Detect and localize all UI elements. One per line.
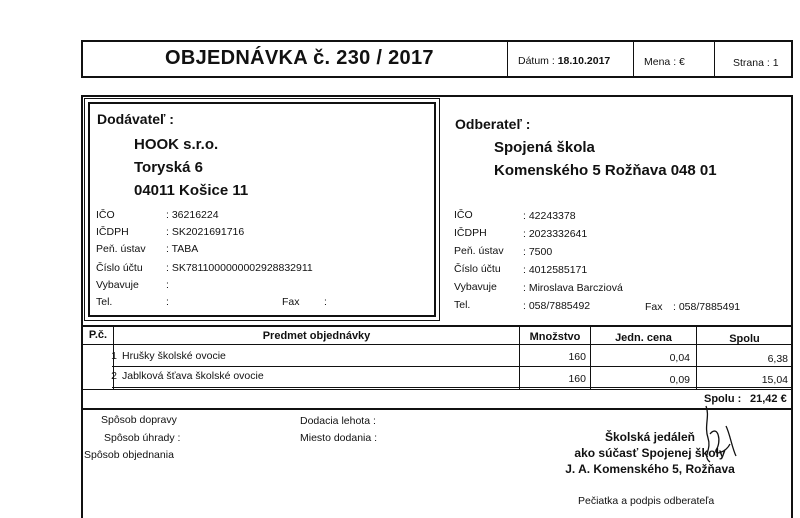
stamp-caption: Pečiatka a podpis odberateľa <box>578 495 715 507</box>
customer-field-value: : 2023332641 <box>523 228 588 240</box>
transport-label: Spôsob dopravy <box>101 414 177 426</box>
stamp-line: ako súčasť Spojenej školy <box>574 446 726 460</box>
customer-field-label: Peň. ústav <box>454 245 504 257</box>
customer-fax-label: Fax <box>645 301 663 313</box>
supplier-field-value: : SK7811000000002928832911 <box>166 262 313 274</box>
page-value: 1 <box>772 57 779 69</box>
customer-field-label: IČO <box>454 209 473 221</box>
table-row-rule <box>112 387 792 388</box>
supplier-name: HOOK s.r.o. <box>134 136 219 153</box>
sum-label: Spolu : <box>704 393 742 405</box>
supplier-field-value: : 36216224 <box>166 209 219 221</box>
customer-field-label: Číslo účtu <box>454 263 501 275</box>
column-header-unit-price: Jedn. cena <box>615 332 672 344</box>
page-label: Strana <box>733 57 764 69</box>
row-item: Hrušky školské ovocie <box>122 350 226 362</box>
page-title: OBJEDNÁVKA č. 230 / 2017 <box>165 47 434 69</box>
supplier-field-label: IČDPH <box>96 226 129 238</box>
customer-field-value: : 7500 <box>523 246 553 258</box>
table-bottom-rule <box>82 389 792 390</box>
supplier-heading: Dodávateľ : <box>97 111 174 127</box>
sum-value: 21,42 € <box>750 393 787 405</box>
payment-label: Spôsob úhrady : <box>104 432 181 444</box>
column-header-qty: Množstvo <box>529 331 581 343</box>
customer-field-label: IČDPH <box>454 227 487 239</box>
customer-field-value: : 058/7885492 <box>523 300 591 312</box>
supplier-field-value: : SK2021691716 <box>166 226 245 238</box>
supplier-field-label: IČO <box>96 209 115 221</box>
row-no: 2 <box>111 370 117 382</box>
row-total: 6,38 <box>767 353 788 365</box>
supplier-street: Toryská 6 <box>134 159 203 176</box>
stamp-line: Školská jedáleň <box>604 430 696 444</box>
row-total: 15,04 <box>761 374 788 386</box>
stamp-line: J. A. Komenského 5, Rožňava <box>565 462 735 476</box>
column-header-no: P.č. <box>88 329 108 341</box>
customer-field-label: Tel. <box>454 299 471 311</box>
delivery-term-label: Dodacia lehota : <box>300 415 376 427</box>
supplier-field-label: Tel. <box>96 296 113 308</box>
header-divider-2 <box>633 42 634 76</box>
customer-field-label: Vybavuje <box>454 281 497 293</box>
supplier-field-label: Číslo účtu <box>96 262 143 274</box>
supplier-field-value: : TABA <box>166 243 199 255</box>
currency-value: € <box>679 56 685 68</box>
table-top-rule <box>82 325 792 327</box>
row-unit-price: 0,04 <box>669 352 690 364</box>
supplier-field-value: : <box>166 279 169 291</box>
supplier-field-value: : <box>166 296 169 308</box>
supplier-box-inner <box>88 102 436 317</box>
row-unit-price: 0,09 <box>669 374 690 386</box>
supplier-fax-value: : <box>324 296 327 308</box>
customer-field-value: : 42243378 <box>523 210 576 222</box>
header-divider-1 <box>507 42 508 76</box>
customer-fax-value: : 058/7885491 <box>673 301 741 313</box>
row-no: 1 <box>111 350 117 362</box>
row-item: Jablková šťava školské ovocie <box>122 370 264 382</box>
column-header-item: Predmet objednávky <box>262 330 371 342</box>
sum-rule <box>82 408 792 410</box>
date-field: Dátum : 18.10.2017 <box>518 55 611 67</box>
order-method-label: Spôsob objednania <box>84 449 174 461</box>
table-row-rule <box>112 366 792 367</box>
customer-name: Spojená škola <box>494 139 595 156</box>
table-header-rule <box>82 344 792 345</box>
customer-heading: Odberateľ : <box>455 116 531 132</box>
row-qty: 160 <box>568 373 586 385</box>
signature <box>696 404 744 466</box>
supplier-field-label: Vybavuje <box>96 279 139 291</box>
supplier-field-label: Peň. ústav <box>96 243 146 255</box>
header-divider-3 <box>714 42 715 76</box>
customer-address: Komenského 5 Rožňava 048 01 <box>494 162 717 179</box>
date-value: 18.10.2017 <box>557 55 611 67</box>
currency-field: Mena : € <box>644 56 685 68</box>
customer-field-value: : Miroslava Barcziová <box>523 282 623 294</box>
currency-label: Mena <box>644 56 671 68</box>
page-field: Strana : 1 <box>733 57 779 69</box>
column-header-total: Spolu <box>729 333 760 345</box>
supplier-fax-label: Fax <box>282 296 300 308</box>
row-qty: 160 <box>568 351 586 363</box>
customer-field-value: : 4012585171 <box>523 264 588 276</box>
date-label: Dátum <box>518 55 549 67</box>
supplier-city: 04011 Košice 11 <box>134 182 249 199</box>
delivery-place-label: Miesto dodania : <box>300 432 378 444</box>
